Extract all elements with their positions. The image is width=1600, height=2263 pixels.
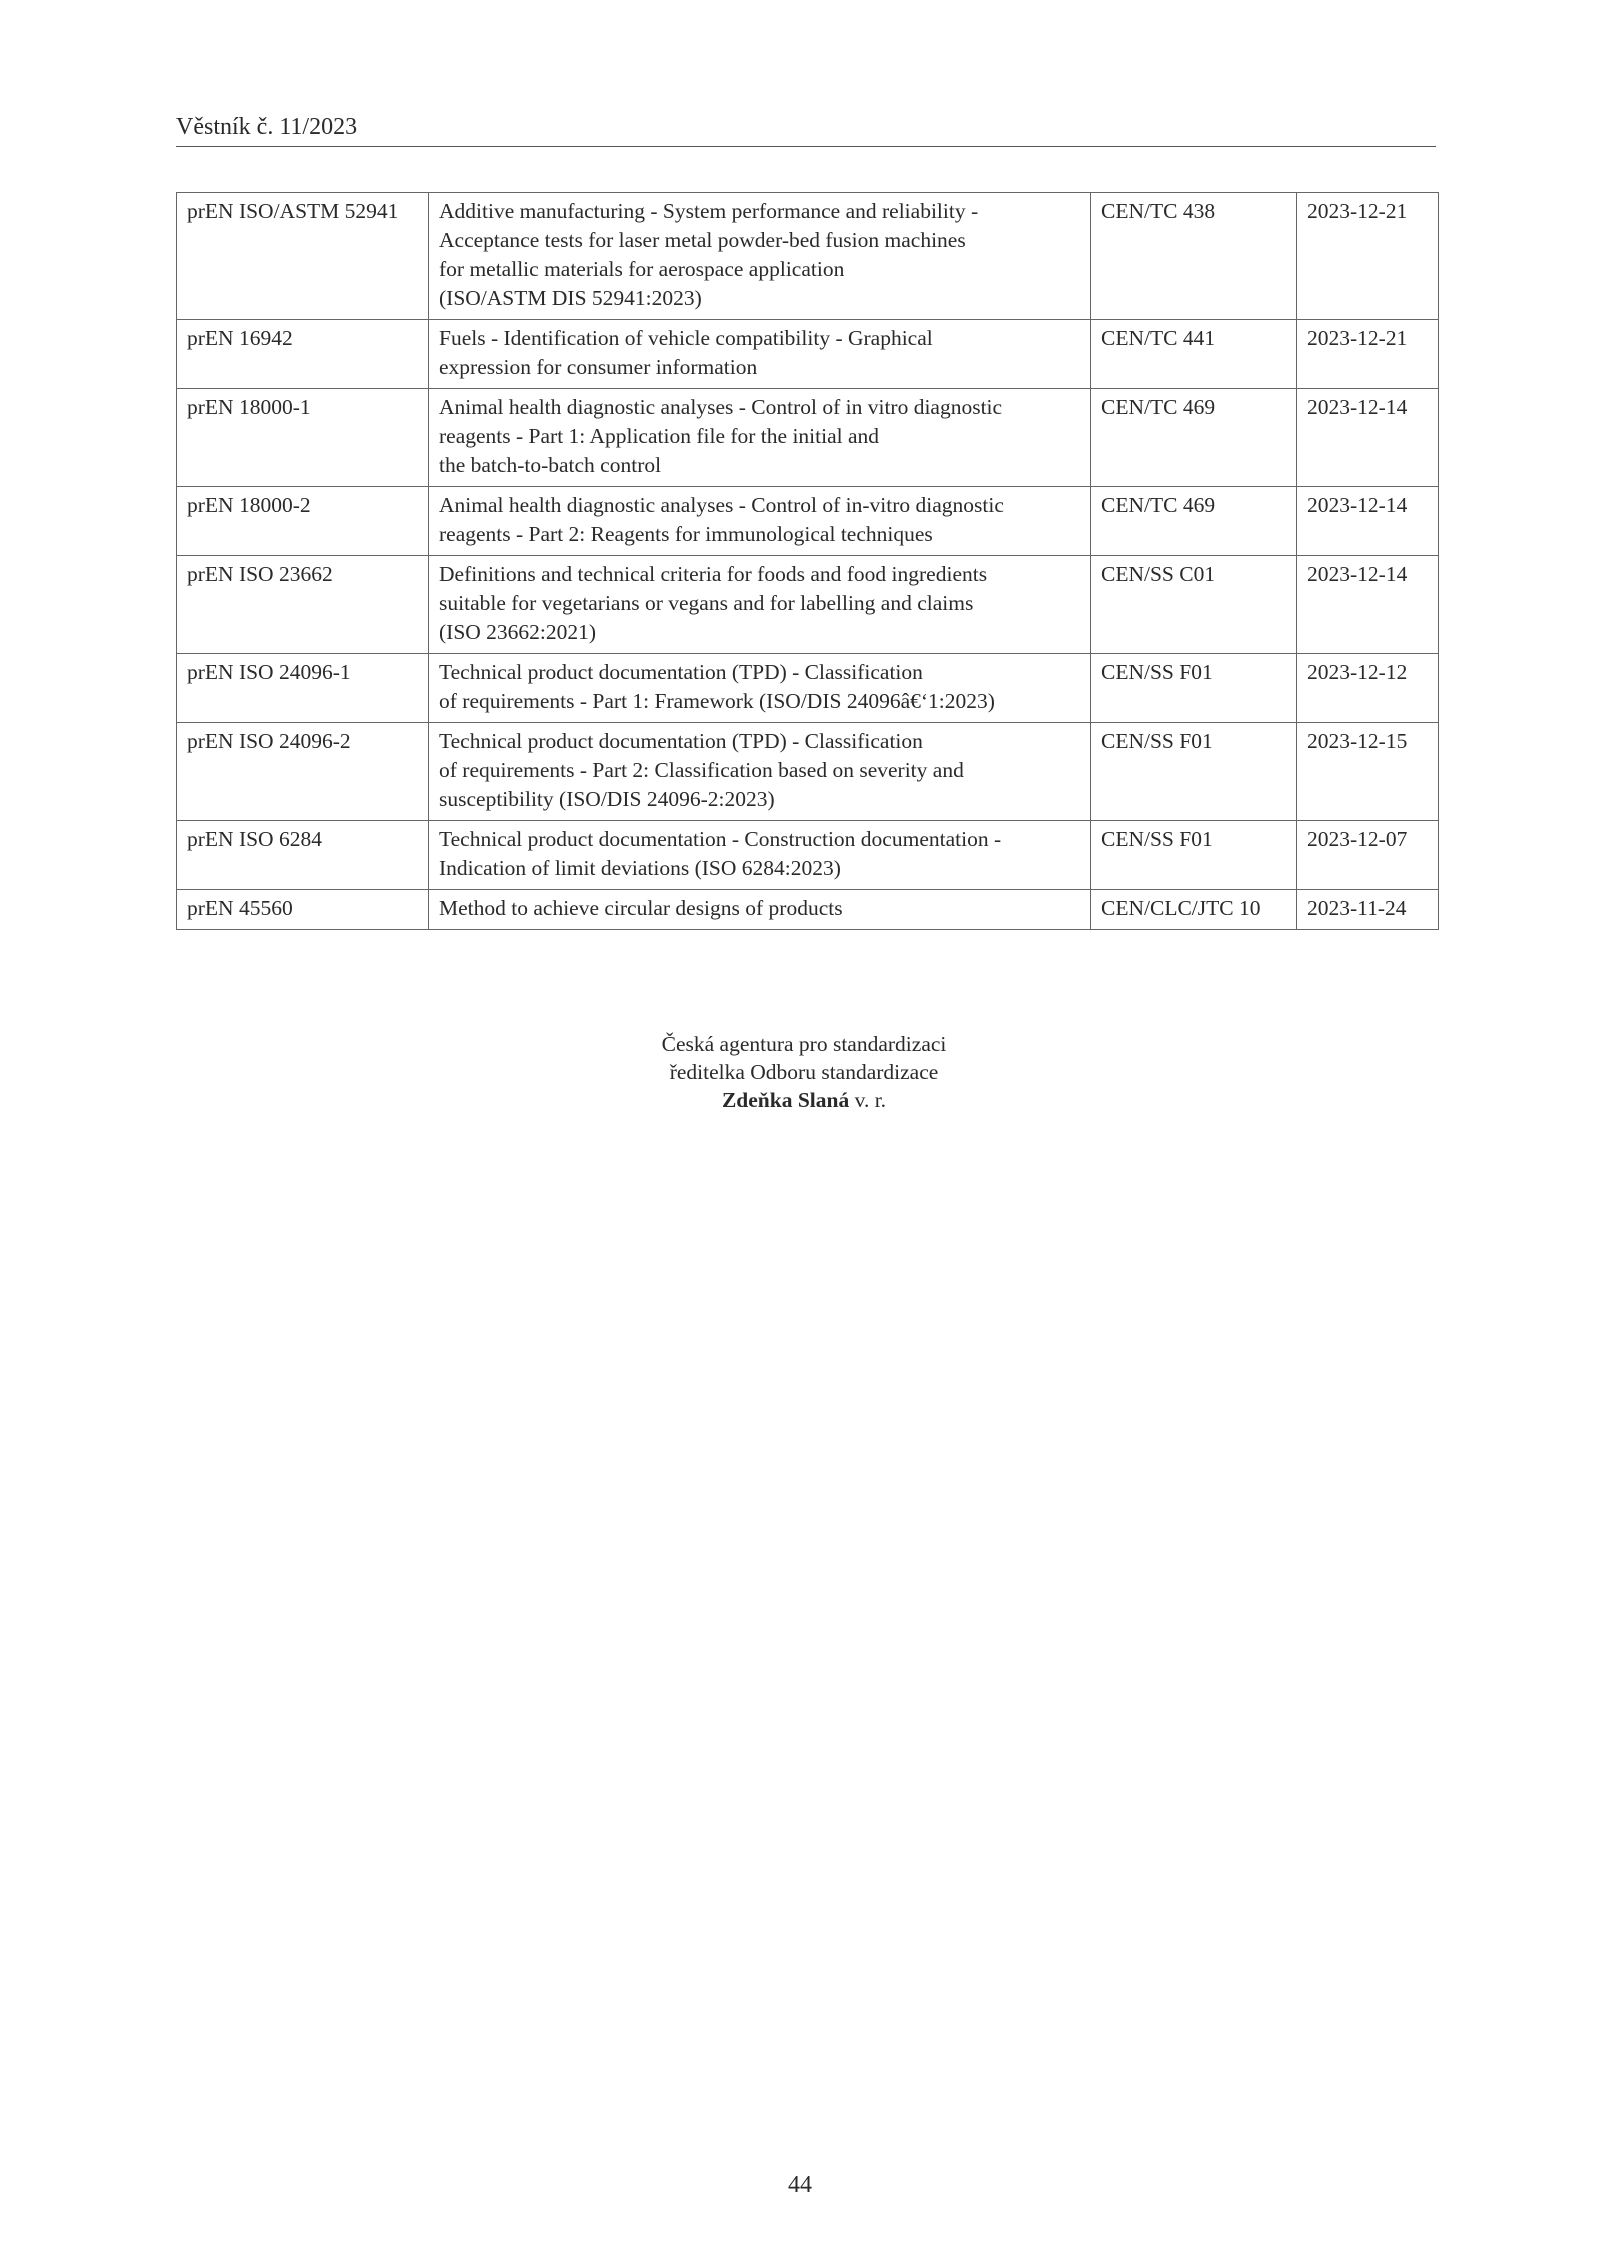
table-row <box>177 193 1439 320</box>
standard-code-cell: prEN 16942 <box>177 320 429 389</box>
standard-title-line: Definitions and technical criteria for foods and food ingredients <box>439 562 988 586</box>
standard-title-cell <box>429 821 1091 890</box>
deadline-date-cell: 2023-12-14 <box>1297 487 1439 556</box>
standard-title-cell <box>429 723 1091 821</box>
standard-title-line: Animal health diagnostic analyses - Control of in vitro diagnostic <box>439 395 1003 419</box>
standard-title-line: Animal health diagnostic analyses - Control of in-vitro diagnostic <box>439 493 1004 517</box>
table-row <box>177 821 1439 890</box>
page-header <box>176 112 1436 147</box>
standard-title-line: suitable for vegetarians or vegans and for labelling and claims <box>439 591 974 615</box>
standard-title-line: Acceptance tests for laser metal powder-bed fusion machines <box>439 228 966 252</box>
standard-title-line: reagents - Part 1: Application file for the initial and <box>439 424 880 448</box>
standard-title-line: Technical product documentation - Construction documentation - <box>439 827 1002 851</box>
deadline-date-cell: 2023-12-12 <box>1297 654 1439 723</box>
standard-title-cell <box>429 320 1091 389</box>
deadline-date-cell: 2023-12-15 <box>1297 723 1439 821</box>
standards-table <box>176 192 1439 930</box>
bulletin-title: Věstník č. 11/2023 <box>176 114 358 140</box>
standard-title-line: expression for consumer information <box>439 355 758 379</box>
committee-cell: CEN/TC 469 <box>1091 389 1297 487</box>
committee-cell: CEN/TC 441 <box>1091 320 1297 389</box>
standard-title-line: of requirements - Part 1: Framework (ISO/DIS 24096â€‘1:2023) <box>439 689 995 713</box>
table-row <box>177 890 1439 930</box>
standard-title-line: Method to achieve circular designs of products <box>439 896 843 920</box>
standard-code-cell: prEN 45560 <box>177 890 429 930</box>
committee-cell: CEN/SS F01 <box>1091 654 1297 723</box>
standard-title-cell <box>429 654 1091 723</box>
agency-name: Česká agentura pro standardizaci <box>661 1032 947 1056</box>
standard-title-line: Technical product documentation (TPD) - Classification <box>439 729 923 753</box>
page-number: 44 <box>788 2172 812 2198</box>
standard-title-line: Technical product documentation (TPD) - Classification <box>439 660 923 684</box>
table-row <box>177 389 1439 487</box>
deadline-date-cell: 2023-12-14 <box>1297 556 1439 654</box>
standard-code-cell: prEN 18000-2 <box>177 487 429 556</box>
standard-code-cell: prEN ISO 24096-2 <box>177 723 429 821</box>
deadline-date-cell: 2023-11-24 <box>1297 890 1439 930</box>
standard-code-cell: prEN ISO 6284 <box>177 821 429 890</box>
standard-title-cell <box>429 487 1091 556</box>
signature-block <box>0 1030 1600 1114</box>
table-row <box>177 723 1439 821</box>
standard-title-cell <box>429 890 1091 930</box>
deadline-date-cell: 2023-12-07 <box>1297 821 1439 890</box>
standard-title-line: (ISO/ASTM DIS 52941:2023) <box>439 286 702 310</box>
standard-code-cell: prEN ISO 24096-1 <box>177 654 429 723</box>
standard-title-line: susceptibility (ISO/DIS 24096-2:2023) <box>439 787 775 811</box>
standard-title-cell <box>429 389 1091 487</box>
table-row <box>177 654 1439 723</box>
deadline-date-cell: 2023-12-21 <box>1297 193 1439 320</box>
deadline-date-cell: 2023-12-14 <box>1297 389 1439 487</box>
standards-table-body <box>177 193 1439 930</box>
standard-title-line: the batch-to-batch control <box>439 453 662 477</box>
standard-title-line: for metallic materials for aerospace application <box>439 257 845 281</box>
table-row <box>177 320 1439 389</box>
standard-title-line: Indication of limit deviations (ISO 6284:2023) <box>439 856 841 880</box>
standard-title-line: of requirements - Part 2: Classification based on severity and <box>439 758 964 782</box>
signatory-role: ředitelka Odboru standardizace <box>669 1060 939 1084</box>
signature-suffix: v. r. <box>854 1088 887 1112</box>
signatory-name: Zdeňka Slaná <box>721 1088 850 1112</box>
committee-cell: CEN/CLC/JTC 10 <box>1091 890 1297 930</box>
committee-cell: CEN/TC 469 <box>1091 487 1297 556</box>
deadline-date-cell: 2023-12-21 <box>1297 320 1439 389</box>
committee-cell: CEN/SS F01 <box>1091 821 1297 890</box>
table-row <box>177 487 1439 556</box>
standard-code-cell: prEN ISO 23662 <box>177 556 429 654</box>
standard-title-line: reagents - Part 2: Reagents for immunological techniques <box>439 522 933 546</box>
standard-title-cell <box>429 193 1091 320</box>
table-row <box>177 556 1439 654</box>
standard-title-line: Fuels - Identification of vehicle compatibility - Graphical <box>439 326 933 350</box>
signatory-line <box>0 1086 1600 1114</box>
standard-title-line: Additive manufacturing - System performance and reliability - <box>439 199 979 223</box>
standard-code-cell: prEN ISO/ASTM 52941 <box>177 193 429 320</box>
committee-cell: CEN/SS F01 <box>1091 723 1297 821</box>
committee-cell: CEN/SS C01 <box>1091 556 1297 654</box>
standard-code-cell: prEN 18000-1 <box>177 389 429 487</box>
committee-cell: CEN/TC 438 <box>1091 193 1297 320</box>
standard-title-cell <box>429 556 1091 654</box>
standard-title-line: (ISO 23662:2021) <box>439 620 597 644</box>
